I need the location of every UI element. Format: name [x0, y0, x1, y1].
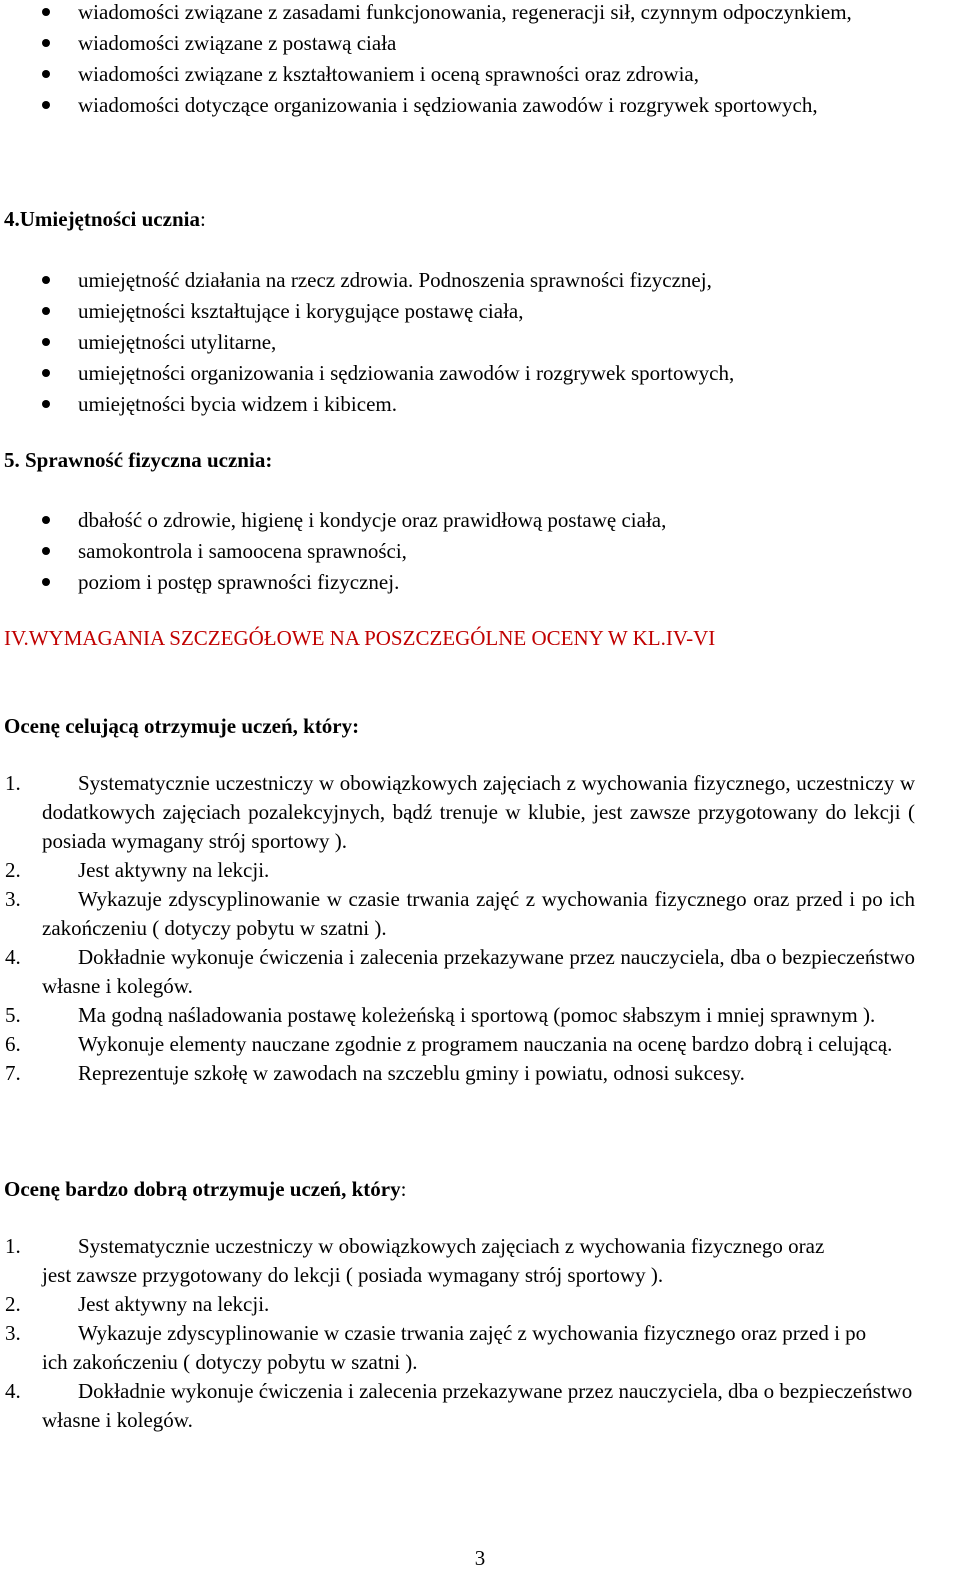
- section-title: Umiejętności ucznia: [19, 207, 200, 231]
- item-number: 3.: [5, 1321, 21, 1345]
- list-item: wiadomości związane z kształtowaniem i oceną sprawności oraz zdrowia,: [0, 60, 955, 91]
- skills-bullet-list: [0, 266, 940, 421]
- list-item: [0, 1290, 870, 1319]
- list-item: dbałość o zdrowie, higienę i kondycje oraz prawidłową postawę ciała,: [0, 506, 940, 537]
- item-number: 4.: [5, 945, 21, 969]
- page-number: 3: [474, 1546, 486, 1570]
- list-item: samokontrola i samoocena sprawności,: [0, 537, 940, 568]
- list-item: umiejętność działania na rzecz zdrowia. Podnoszenia sprawności fizycznej,: [0, 266, 940, 297]
- item-text: Dokładnie wykonuje ćwiczenia i zalecenia przekazywane przez nauczyciela, dba o bezpieczeństwo własne i kolegów.: [42, 1379, 913, 1432]
- list-item: [0, 1001, 915, 1030]
- list-item: [0, 1319, 870, 1377]
- item-text: Jest aktywny na lekcji.: [78, 1292, 270, 1316]
- list-item: umiejętności utylitarne,: [0, 328, 940, 359]
- item-text: Ma godną naśladowania postawę koleżeńską i sportową (pomoc słabszym i mniej sprawnym ).: [78, 1003, 876, 1027]
- list-item: [0, 1377, 914, 1435]
- item-text: Wykazuje zdyscyplinowanie w czasie trwania zajęć z wychowania fizycznego oraz przed i po ich zakończeniu ( dotyczy pobytu w szatni ).: [42, 887, 915, 940]
- very-good-requirements-list: [0, 1232, 913, 1435]
- item-text: Dokładnie wykonuje ćwiczenia i zalecenia przekazywane przez nauczyciela, dba o bezpieczeństwo własne i kolegów.: [42, 945, 915, 998]
- list-item: umiejętności bycia widzem i kibicem.: [0, 390, 940, 421]
- section-heading-requirements: IV.WYMAGANIA SZCZEGÓŁOWE NA POSZCZEGÓLNE OCENY W KL.IV-VI: [4, 626, 716, 650]
- list-item: poziom i postęp sprawności fizycznej.: [0, 568, 940, 599]
- grade-heading-very-good: [4, 1175, 406, 1204]
- item-text: Wykonuje elementy nauczane zgodnie z programem nauczania na ocenę bardzo dobrą i celującą.: [78, 1032, 893, 1056]
- list-item: [0, 1059, 915, 1088]
- item-number: 1.: [5, 771, 21, 795]
- item-number: 5.: [5, 1003, 21, 1027]
- item-number: 3.: [5, 887, 21, 911]
- item-number: 7.: [5, 1061, 21, 1085]
- section-colon: :: [199, 207, 206, 231]
- list-item: [0, 856, 915, 885]
- section-heading-skills: [4, 205, 206, 234]
- list-item: [0, 885, 915, 943]
- list-item: umiejętności organizowania i sędziowania zawodów i rozgrywek sportowych,: [0, 359, 940, 390]
- fitness-bullet-list: [0, 506, 940, 599]
- item-text: Wykazuje zdyscyplinowanie w czasie trwania zajęć z wychowania fizycznego oraz przed i po ich zakończeniu ( dotyczy pobytu w szatni ).: [42, 1321, 867, 1374]
- list-item: umiejętności kształtujące i korygujące postawę ciała,: [0, 297, 940, 328]
- list-item: wiadomości dotyczące organizowania i sędziowania zawodów i rozgrywek sportowych,: [0, 91, 838, 122]
- item-number: 2.: [5, 1292, 21, 1316]
- grade-colon: :: [400, 1177, 407, 1201]
- item-number: 2.: [5, 858, 21, 882]
- knowledge-bullet-list: [0, 0, 955, 122]
- item-text: Systematycznie uczestniczy w obowiązkowych zajęciach z wychowania fizycznego oraz jest zawsze przygotowany do lekcji ( posiada wymagany strój sportowy ).: [42, 1234, 825, 1287]
- section-heading-fitness: 5. Sprawność fizyczna ucznia:: [4, 448, 273, 472]
- section-number: 4.: [4, 207, 20, 231]
- item-number: 6.: [5, 1032, 21, 1056]
- item-text: Reprezentuje szkołę w zawodach na szczeblu gminy i powiatu, odnosi sukcesy.: [78, 1061, 745, 1085]
- list-item: [0, 769, 915, 856]
- list-item: [0, 943, 915, 1001]
- list-item: [0, 1232, 870, 1290]
- list-item: [0, 1030, 915, 1059]
- item-text: Jest aktywny na lekcji.: [78, 858, 270, 882]
- list-item: wiadomości związane z zasadami funkcjonowania, regeneracji sił, czynnym odpoczynkiem,: [0, 0, 955, 29]
- excellent-requirements-list: [0, 769, 915, 1088]
- grade-heading-excellent: Ocenę celującą otrzymuje uczeń, który:: [4, 714, 360, 738]
- grade-title: Ocenę bardzo dobrą otrzymuje uczeń, który: [4, 1177, 401, 1201]
- item-text: Systematycznie uczestniczy w obowiązkowych zajęciach z wychowania fizycznego, uczestniczy w dodatkowych zajęciach pozalekcyjnych, bądź trenuje w klubie, jest zawsze przygotowany do lekcji ( posiada wymagany strój sportowy ).: [42, 771, 915, 853]
- item-number: 4.: [5, 1379, 21, 1403]
- list-item: wiadomości związane z postawą ciała: [0, 29, 955, 60]
- item-number: 1.: [5, 1234, 21, 1258]
